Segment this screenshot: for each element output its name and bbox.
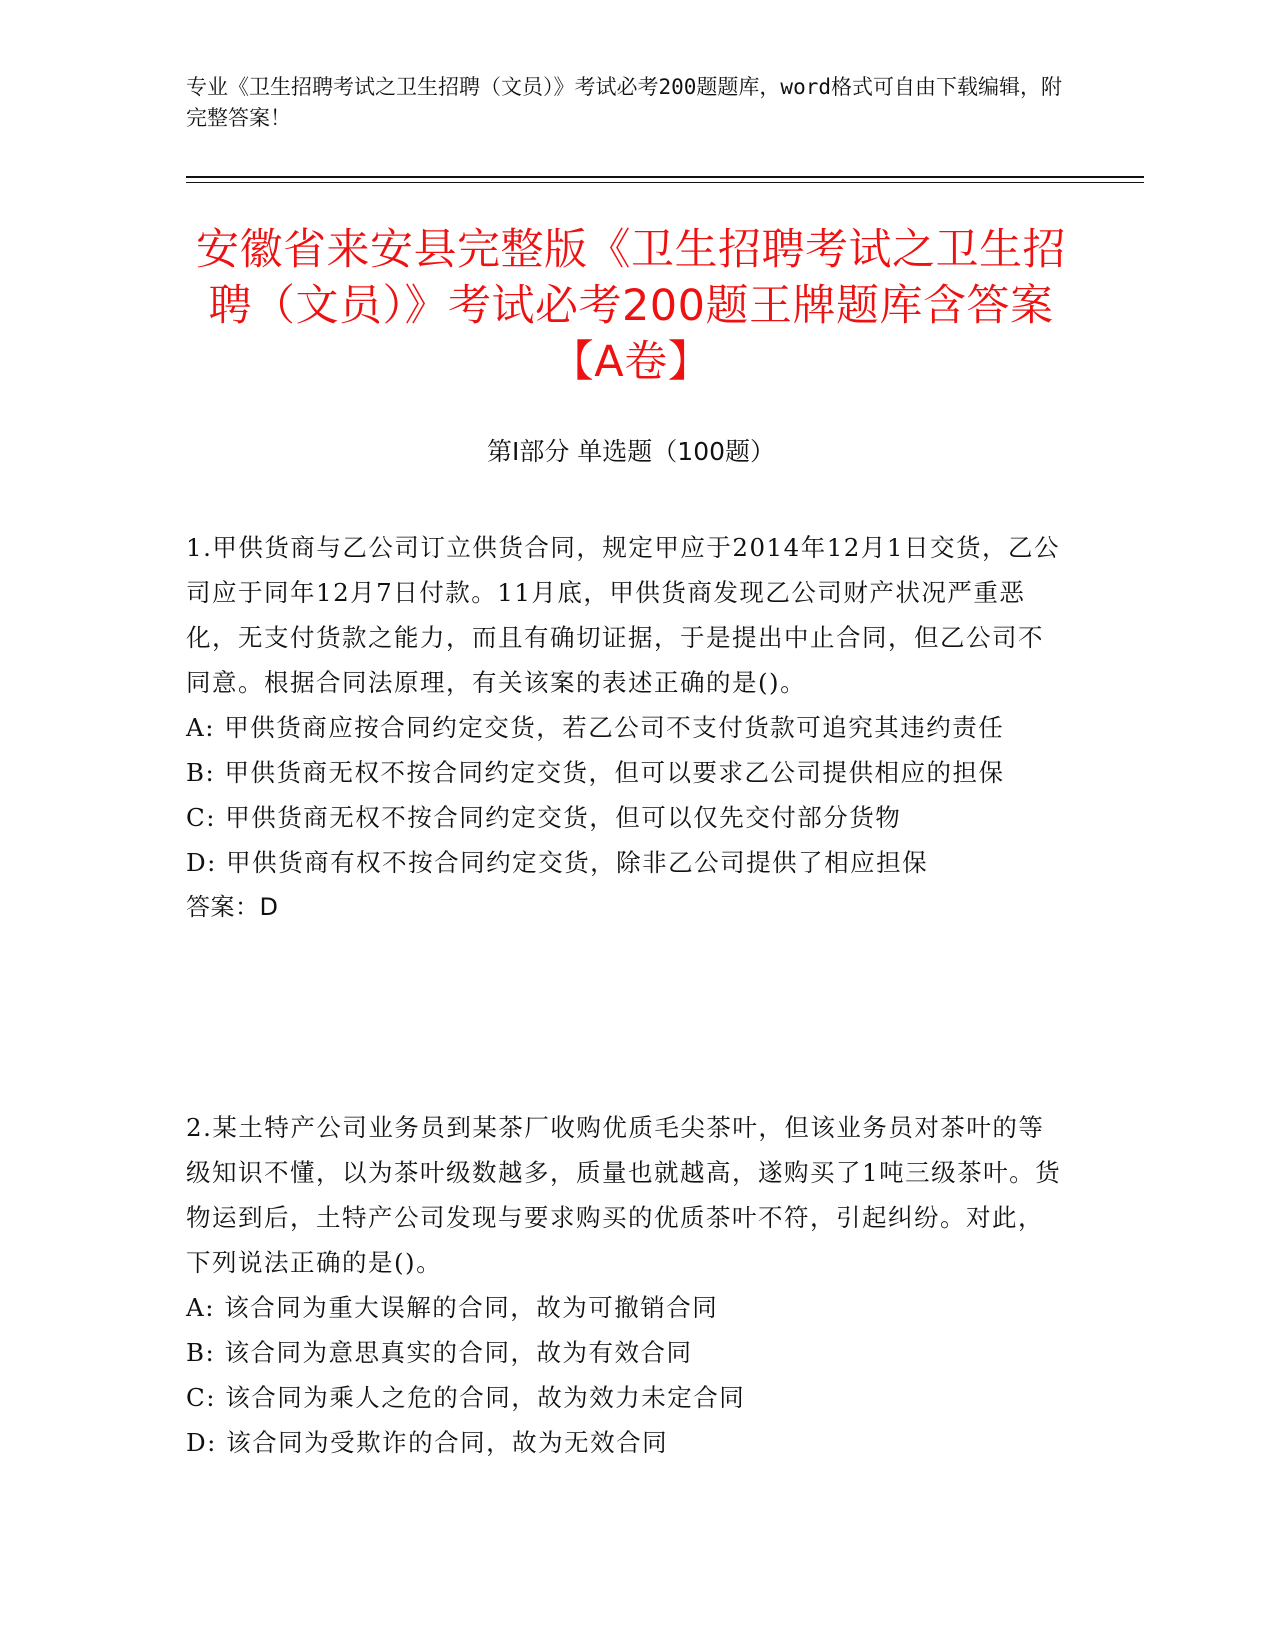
option-a: A: 甲供货商应按合同约定交货，若乙公司不支付货款可追究其违约责任	[186, 713, 1005, 742]
option-d: D: 该合同为受欺诈的合同，故为无效合同	[186, 1428, 669, 1457]
question-stem: 1.甲供货商与乙公司订立供货合同，规定甲应于2014年12月1日交货，乙公司应于同年12月7日付款。11月底，甲供货商发现乙公司财产状况严重恶化，无支付货款之能力，而且有确切证据，于是提出中止合同，但乙公司不同意。根据合同法原理，有关该案的表述正确的是()。	[186, 533, 1060, 697]
option-d: D: 甲供货商有权不按合同约定交货，除非乙公司提供了相应担保	[186, 848, 929, 877]
header-rule-thick	[186, 176, 1144, 178]
option-c: C: 该合同为乘人之危的合同，故为效力未定合同	[186, 1383, 746, 1412]
option-b: B: 甲供货商无权不按合同约定交货，但可以要求乙公司提供相应的担保	[186, 758, 1005, 787]
document-title: 安徽省来安县完整版《卫生招聘考试之卫生招聘（文员）》考试必考200题王牌题库含答案【A卷】	[196, 225, 1066, 387]
answer-label: 答案：D	[186, 893, 279, 921]
question-1	[186, 525, 1066, 930]
question-stem: 2.某土特产公司业务员到某茶厂收购优质毛尖茶叶，但该业务员对茶叶的等级知识不懂，以为茶叶级数越多，质量也就越高，遂购买了1吨三级茶叶。货物运到后，土特产公司发现与要求购买的优质茶叶不符，引起纠纷。对此，下列说法正确的是()。	[186, 1113, 1062, 1277]
header-rule-thin	[186, 182, 1144, 183]
header-note: 专业《卫生招聘考试之卫生招聘（文员）》考试必考200题题库，word格式可自由下载编辑，附完整答案！	[186, 75, 1062, 130]
option-c: C: 甲供货商无权不按合同约定交货，但可以仅先交付部分货物	[186, 803, 902, 832]
option-b: B: 该合同为意思真实的合同，故为有效合同	[186, 1338, 693, 1367]
section-title: 第I部分 单选题（100题）	[486, 437, 776, 466]
option-a: A: 该合同为重大误解的合同，故为可撤销合同	[186, 1293, 719, 1322]
question-2	[186, 1105, 1066, 1465]
